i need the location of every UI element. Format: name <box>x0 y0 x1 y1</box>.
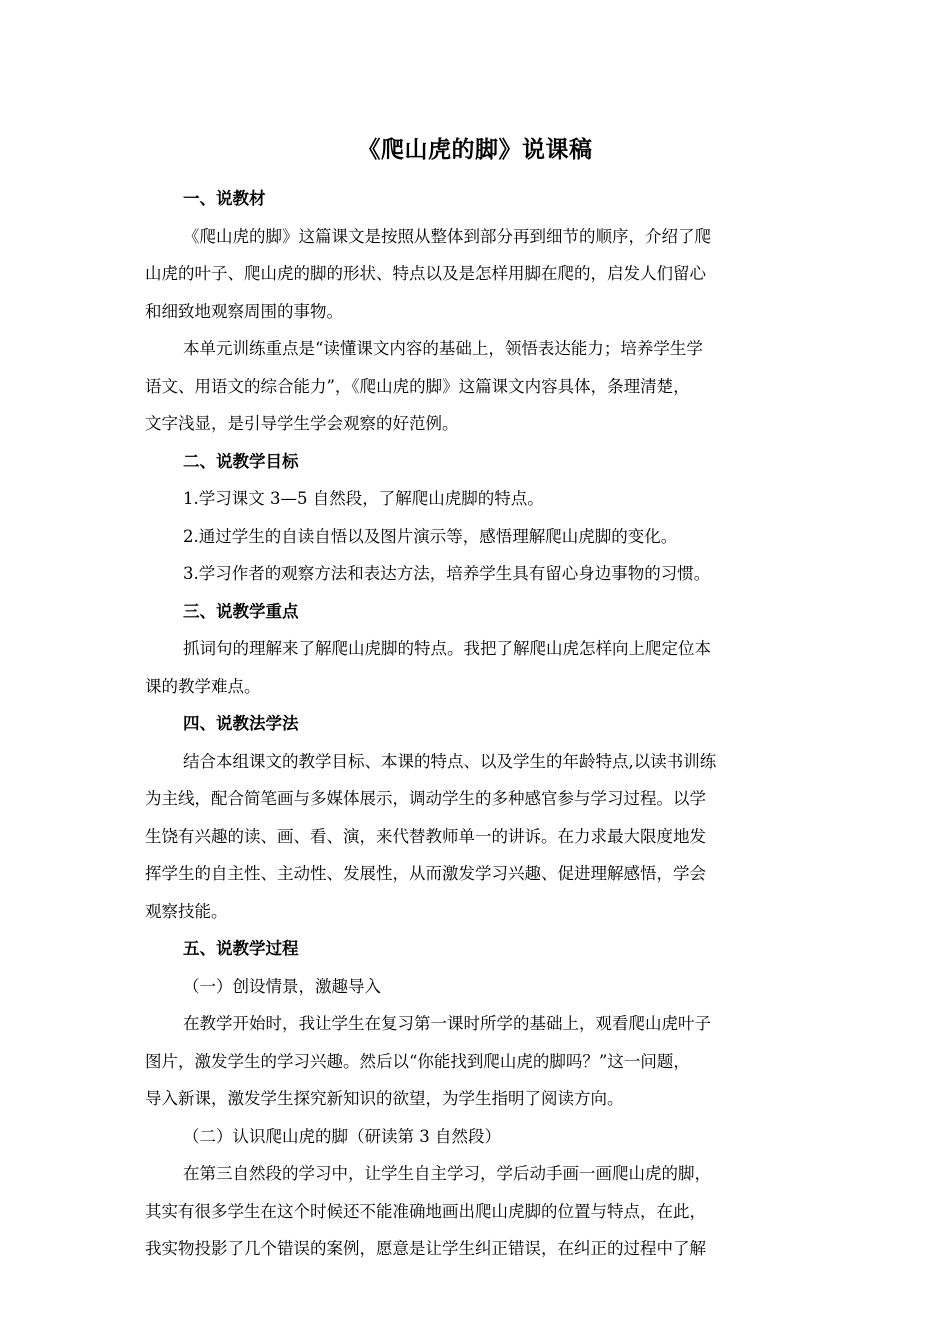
paragraph-line: 山虎的叶子、爬山虎的脚的形状、特点以及是怎样用脚在爬的，启发人们留心 <box>145 264 706 283</box>
paragraph <box>145 330 805 443</box>
list-item: 2.通过学生的自读自悟以及图片演示等，感悟理解爬山虎脚的变化。 <box>183 526 678 546</box>
paragraph-line: 语文、用语文的综合能力”，《爬山虎的脚》这篇课文内容具体，条理清楚， <box>145 376 690 396</box>
paragraph-line: 生饶有兴趣的读、画、看、演，来代替教师单一的讲诉。在力求最大限度地发 <box>145 826 706 846</box>
paragraph-line: 为主线，配合简笔画与多媒体展示，调动学生的多种感官参与学习过程。以学 <box>145 789 706 808</box>
paragraph-line: 我实物投影了几个错误的案例，愿意是让学生纠正错误，在纠正的过程中了解 <box>145 1239 706 1258</box>
paragraph <box>145 743 805 931</box>
paragraph-line: 《爬山虎的脚》这篇课文是按照从整体到部分再到细节的顺序，介绍了爬 <box>183 226 711 246</box>
paragraph-line: 导入新课，激发学生探究新知识的欲望，为学生指明了阅读方向。 <box>145 1089 624 1108</box>
section-heading: 五、说教学过程 <box>183 939 299 958</box>
list-item: 3.学习作者的观察方法和表达方法，培养学生具有留心身边事物的习惯。 <box>183 564 711 583</box>
paragraph-line: 观察技能。 <box>145 901 228 921</box>
paragraph-line: 其实有很多学生在这个时候还不能准确地画出爬山虎脚的位置与特点，在此， <box>145 1201 706 1221</box>
paragraph <box>145 630 805 705</box>
paragraph <box>145 218 805 331</box>
paragraph <box>145 1005 805 1118</box>
paragraph-line: 课的教学难点。 <box>145 676 261 696</box>
subsection-heading: （一）创设情景，激趣导入 <box>183 976 381 996</box>
paragraph-line: 和细致地观察周围的事物。 <box>145 301 343 321</box>
paragraph-line: 抓词句的理解来了解爬山虎脚的特点。我把了解爬山虎怎样向上爬定位本 <box>183 639 711 658</box>
paragraph-line: 图片，激发学生的学习兴趣。然后以“你能找到爬山虎的脚吗？”这一问题， <box>145 1051 690 1071</box>
paragraph-line: 在教学开始时，我让学生在复习第一课时所学的基础上，观看爬山虎叶子 <box>183 1014 711 1033</box>
paragraph-line: 本单元训练重点是“读懂课文内容的基础上，领悟表达能力；培养学生学 <box>183 339 703 358</box>
section-heading: 四、说教法学法 <box>183 714 299 733</box>
paragraph-line: 在第三自然段的学习中，让学生自主学习，学后动手画一画爬山虎的脚， <box>183 1164 711 1183</box>
section-heading: 二、说教学目标 <box>183 451 299 471</box>
paragraph-line: 挥学生的自主性、主动性、发展性，从而激发学习兴趣、促进理解感悟，学会 <box>145 864 706 883</box>
document-page <box>145 128 805 1268</box>
section-heading: 一、说教材 <box>183 189 266 208</box>
section-heading: 三、说教学重点 <box>183 601 299 621</box>
paragraph-line: 文字浅显，是引导学生学会观察的好范例。 <box>145 414 459 433</box>
paragraph-line: 结合本组课文的教学目标、本课的特点、以及学生的年龄特点,以读书训练 <box>183 751 717 771</box>
paragraph <box>145 1155 805 1268</box>
list-item: 1.学习课文 3—5 自然段，了解爬山虎脚的特点。 <box>183 489 544 508</box>
document-title: 《爬山虎的脚》说课稿 <box>357 136 593 163</box>
subsection-heading: （二）认识爬山虎的脚（研读第 3 自然段） <box>183 1126 501 1146</box>
